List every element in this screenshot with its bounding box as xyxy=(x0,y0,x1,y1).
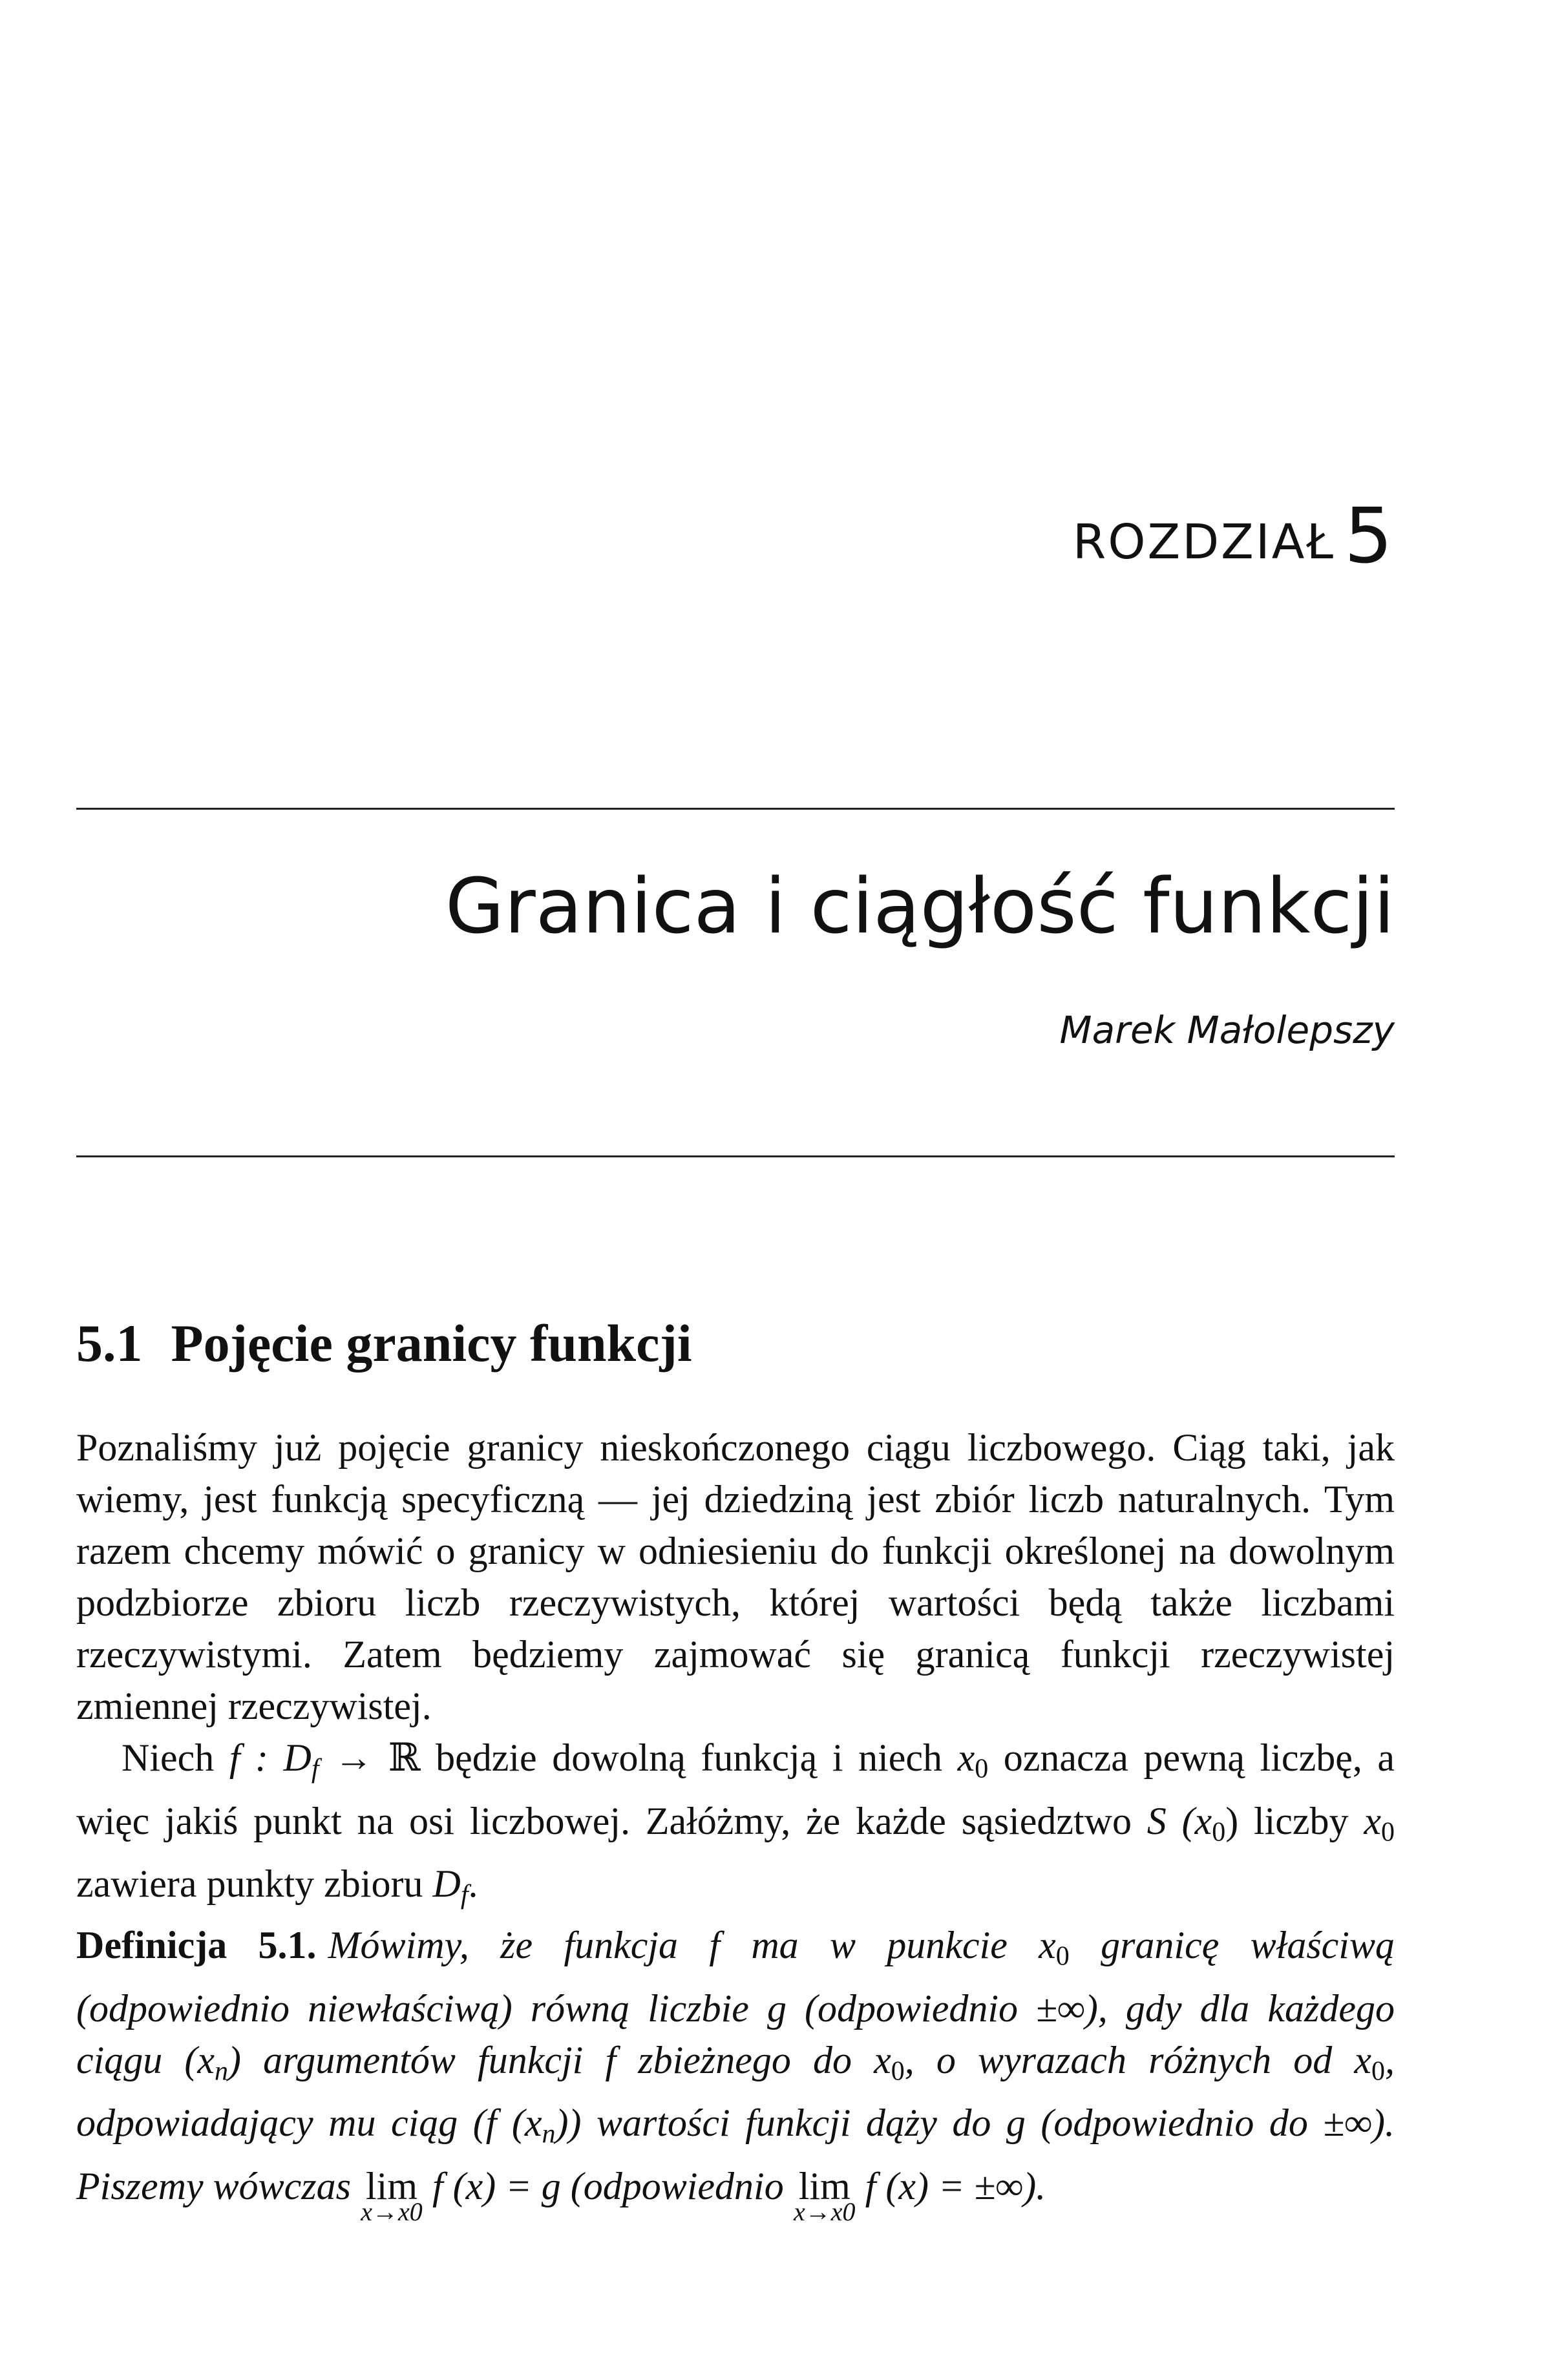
def-text-1: Mówimy, że funkcja f ma w punkcie x xyxy=(328,1924,1056,1966)
chapter-label-text: ROZDZIAŁ xyxy=(1072,514,1335,570)
p2-math-function xyxy=(229,1736,421,1784)
p2-math-neighbourhood xyxy=(1146,1799,1239,1847)
p2-math-3-sub: 0 xyxy=(1212,1817,1226,1847)
p2-math-1-sub: f xyxy=(311,1754,319,1784)
lim-subscript-1: x→x0 xyxy=(361,2196,423,2226)
def-text-3: ) argumentów funkcji f zbieżnego do x xyxy=(228,2038,891,2081)
def-text-2: granicę właściwą (odpowiednio niewłaściwą) równą liczbie g (odpowiednio ±∞), gdy dla każdego ciągu (x xyxy=(76,1924,1395,2081)
p2-text-1: Niech xyxy=(121,1736,229,1779)
p2-math-x0 xyxy=(957,1736,989,1784)
p2-text-2: będzie dowolną funkcją i niech xyxy=(420,1736,958,1779)
p2-math-3: S (x xyxy=(1146,1799,1212,1842)
def-text-6: )) wartości funkcji dąży do g (odpowiednio do ±∞). Piszemy wówczas xyxy=(76,2101,1395,2207)
def-text-4: , o wyrazach różnych od x xyxy=(904,2038,1371,2081)
p2-math-4-sub: 0 xyxy=(1381,1817,1395,1847)
definition-5-1 xyxy=(76,1919,1395,2226)
page xyxy=(76,0,1395,2380)
p2-text-5: zawiera punkty zbioru xyxy=(76,1862,433,1905)
p2-text-3: oznacza pewną liczbę, a więc jakiś punkt na osi liczbowej. Załóżmy, że każde sąsiedztwo xyxy=(76,1736,1395,1842)
lim-text-1: lim xyxy=(365,2164,417,2207)
limit-operator-1 xyxy=(361,2160,423,2226)
p2-text-6: . xyxy=(468,1862,478,1905)
section-number: 5.1 xyxy=(76,1314,143,1373)
def-text-8: f (x) = ±∞). xyxy=(855,2164,1046,2207)
paragraph-1: Poznaliśmy już pojęcie granicy nieskończonego ciągu liczbowego. Ciąg taki, jak wiemy, jest funkcją specyficzną — jej dziedziną jest zbiór liczb naturalnych. Tym razem chcemy mówić o granicy w odniesieniu do funkcji określonej na dowolnym podzbiorze zbioru liczb rzeczywistych, której wartości będą także liczbami rzeczywistymi. Zatem będziemy zajmować się granicą funkcji rzeczywistej zmiennej rzeczywistej. xyxy=(76,1426,1395,1727)
def-sub-4: 0 xyxy=(1371,2056,1385,2086)
p2-math-domain xyxy=(432,1862,469,1910)
chapter-number: 5 xyxy=(1344,491,1395,580)
chapter-author: Marek Małolepszy xyxy=(1059,1008,1395,1052)
chapter-label xyxy=(1072,491,1395,580)
p2-math-3b: ) xyxy=(1225,1799,1239,1842)
paragraph-2 xyxy=(76,1732,1395,1921)
p2-math-4: x xyxy=(1364,1799,1381,1842)
limit-operator-2 xyxy=(793,2160,856,2226)
chapter-title: Granica i ciągłość funkcji xyxy=(445,861,1395,951)
bottom-rule xyxy=(76,1155,1395,1157)
def-sub-1: 0 xyxy=(1055,1941,1070,1972)
def-text-7: f (x) = g (odpowiednio xyxy=(423,2164,794,2207)
def-sub-2: n xyxy=(215,2056,229,2086)
definition-label: Definicja 5.1. xyxy=(76,1924,317,1966)
p2-math-2-sub: 0 xyxy=(975,1754,989,1784)
lim-text-2: lim xyxy=(798,2164,850,2207)
lim-subscript-2: x→x0 xyxy=(793,2196,856,2226)
p2-math-5: D xyxy=(432,1862,461,1905)
top-rule xyxy=(76,808,1395,810)
def-sub-5: n xyxy=(542,2119,556,2149)
p2-text-4: liczby xyxy=(1238,1799,1364,1842)
p2-math-1b: → ℝ xyxy=(319,1736,421,1779)
def-text-5: , odpowiadający mu ciąg (f (x xyxy=(76,2038,1395,2144)
p2-math-1: f : D xyxy=(229,1736,312,1779)
p2-math-2: x xyxy=(957,1736,975,1779)
def-sub-3: 0 xyxy=(891,2056,905,2086)
p2-math-x0-b xyxy=(1364,1799,1395,1847)
section-body xyxy=(76,1422,1395,1921)
p2-math-5-sub: f xyxy=(460,1880,469,1910)
section-heading xyxy=(76,1312,692,1375)
section-title: Pojęcie granicy funkcji xyxy=(171,1314,692,1373)
